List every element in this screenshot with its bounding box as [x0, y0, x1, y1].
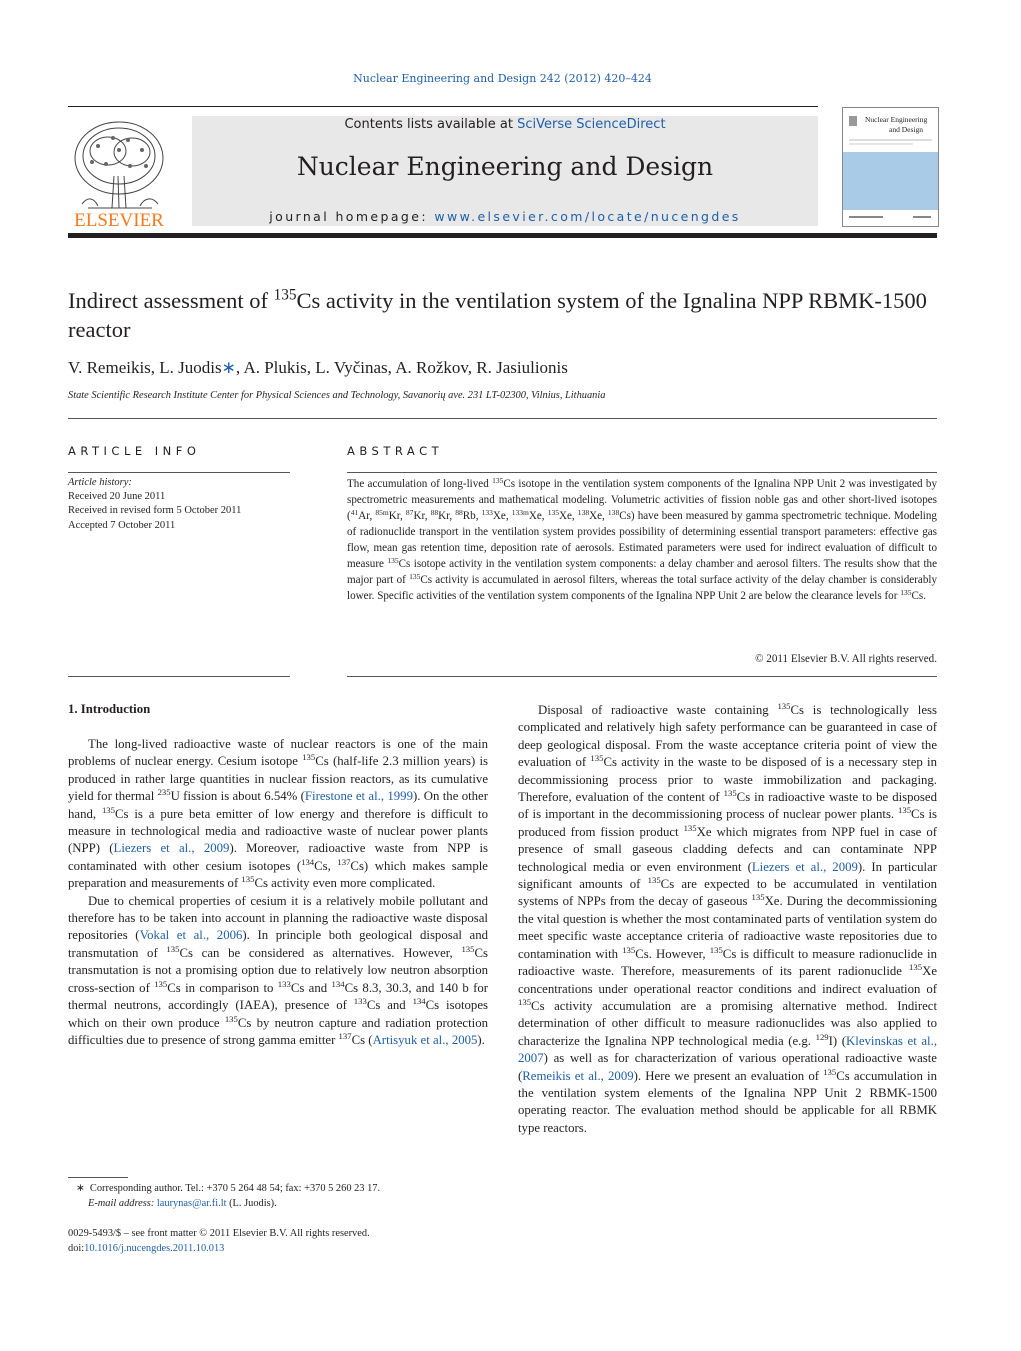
affiliation-rule [68, 418, 937, 419]
article-info-rule [68, 676, 290, 677]
abstract-text: The accumulation of long-lived $^{135}$Cs isotope in the ventilation system components of the Ignalina NPP Unit 2 was investigated by spectrometric measurements and mathematical modeling. Volumetric activities of fission noble gas and other short-lived isotopes ($^{41}$Ar, $^{85m}$Kr, $^{87}$Kr, $^{88}$Kr, $^{88}$Rb, $^{133}$Xe, $^{133m}$Xe, $^{135}$Xe, $^{138}$Xe, $^{138}$Cs) have been measured by gamma spectrometric technique. Modeling of radionuclide transport in the ventilation system provides possibility of determining essential transport parameters: effective gas flow, mean gas retention time, deposition rate of aerosols. Estimated parameters were used for indirect evaluation of difficult to measure $^{135}$Cs isotope activity in the ventilation system components: a delay chamber and aerosol filters. The results show that the major part of $^{135}$Cs activity is accumulated in aerosol filters, whereas the total surface activity of the delay chamber is considerably lower. Specific activities of the ventilation system components of the Ignalina NPP Unit 2 are below the clearance levels for $^{135}$Cs. [347, 475, 938, 602]
article-info-heading: ARTICLE INFO [68, 444, 201, 458]
abstract-copyright: © 2011 Elsevier B.V. All rights reserved. [755, 653, 937, 665]
author-list [68, 358, 938, 378]
footnote [68, 1182, 488, 1211]
issn-line: 0029-5493/$ – see front matter © 2011 Elsevier B.V. All rights reserved. [68, 1228, 370, 1239]
citation-link[interactable]: Vokal et al., 2006 [139, 928, 243, 943]
history-label: Article history: [68, 477, 132, 488]
homepage-link[interactable]: www.elsevier.com/locate/nucengdes [434, 209, 741, 224]
abstract-heading: ABSTRACT [347, 444, 444, 458]
article-info-rule [68, 472, 290, 473]
header-thick-rule [68, 233, 937, 238]
citation-link[interactable]: Firestone et al., 1999 [304, 789, 413, 804]
received-date: Received 20 June 2011 [68, 491, 166, 503]
revised-date: Received in revised form 5 October 2011 [68, 505, 242, 517]
contents-line [192, 117, 818, 132]
email-owner: (L. Juodis). [229, 1197, 277, 1209]
footnote-rule [68, 1177, 128, 1178]
doi-prefix: doi: [68, 1243, 85, 1254]
citation-link[interactable]: Liezers et al., 2009 [751, 859, 858, 874]
authors-part: , A. Plukis, L. Vyčinas, A. Rožkov, R. Jasiulionis [235, 358, 568, 377]
homepage-prefix: journal homepage: [269, 209, 435, 224]
corresponding-author-marker[interactable]: ∗ [221, 358, 236, 377]
article-title [68, 286, 938, 344]
svg-text:Nuclear Engineering: Nuclear Engineering [865, 115, 928, 124]
title-part: Indirect assessment of [68, 288, 274, 313]
contact-details: Corresponding author. Tel.: +370 5 264 48 54; fax: +370 5 260 23 17. [89, 1183, 381, 1194]
section-heading-introduction: 1. Introduction [68, 702, 151, 716]
paragraph: Disposal of radioactive waste containing $^{135}$Cs is technologically less complicated and relatively high safety performance can be guaranteed in case of deep geological disposal. From the waste acceptance criteria point of view the evaluation of $^{135}$Cs activity in the waste to be disposed of is a necessary step in decommissioning process prior to waste immobilization and packaging. Therefore, evaluation of the content of $^{135}$Cs in radioactive waste to be disposed of is important in the decommissioning process of nuclear power plants. $^{135}$Cs is produced from fission product $^{135}$Xe which migrates from NPP fuel in case of presence of small gaseous cladding defects and can contaminate NPP technological media or even environment (Liezers et al., 2009). In particular significant amounts of $^{135}$Cs are expected to be accumulated in ventilation systems of NPPs from the decay of gaseous $^{135}$Xe. During the decommissioning the vital question is whether the most contaminated parts of ventilation system do meet specific waste acceptance criteria of radioactive waste repositories due to contamination with $^{135}$Cs. However, $^{135}$Cs is difficult to measure radionuclide in radioactive waste. Therefore, measurements of its parent radionuclide $^{135}$Xe concentrations under operational reactor conditions and indirect evaluation of $^{135}$Cs activity accumulation are a promising alternative method. Indirect determination of other difficult to measure radionuclides was also applied to characterize the Ignalina NPP technological media (e.g. $^{129}$I) (Klevinskas et al., 2007) as well as for characterization of various operational radioactive waste (Remeikis et al., 2009). Here we present an evaluation of $^{135}$Cs accumulation in the ventilation system elements of the Ignalina NPP Unit 2 RBMK-1500 operating reactor. The evaluation method should be applicable for all RBMK type reactors. [518, 701, 938, 1135]
citation-link[interactable]: Klevinskas et al., 2007 [518, 1033, 938, 1066]
authors-part: V. Remeikis, L. Juodis [68, 358, 222, 377]
header-rule [68, 106, 818, 107]
sciencedirect-link[interactable]: SciVerse ScienceDirect [517, 117, 666, 132]
email-note [68, 1197, 488, 1212]
publisher-wordmark: ELSEVIER [74, 210, 164, 228]
doi-link[interactable]: 10.1016/j.nucengdes.2011.10.013 [84, 1243, 225, 1254]
abstract-rule [347, 472, 937, 473]
paragraph: The long-lived radioactive waste of nuclear reactors is one of the main problems of nuclear energy. Cesium isotope $^{135}$Cs (half-life 2.3 million years) is produced in rather large quantities in nuclear fission reactors, as its cumulative yield for thermal $^{235}$U fission is about 6.54% (Firestone et al., 1999). On the other hand, $^{135}$Cs is a pure beta emitter of low energy and therefore is difficult to measure in technological media and radioactive waste of nuclear power plants (NPP) (Liezers et al., 2009). Moreover, radioactive waste from NPP is contaminated with other cesium isotopes ($^{134}$Cs, $^{137}$Cs) which makes sample preparation and measurements of $^{135}$Cs activity even more complicated. [68, 737, 488, 891]
elsevier-logo[interactable] [68, 116, 170, 228]
citation-link[interactable]: Liezers et al., 2009 [113, 841, 230, 856]
accepted-date: Accepted 7 October 2011 [68, 519, 176, 531]
contents-prefix: Contents lists available at [344, 117, 518, 132]
citation-link[interactable]: Artisyuk et al., 2005 [372, 1032, 478, 1047]
title-superscript: 135 [273, 286, 297, 304]
body-column-right [518, 702, 937, 1137]
elsevier-tree-icon [68, 116, 170, 228]
corresponding-author-note [68, 1182, 488, 1197]
svg-text:and Design: and Design [889, 125, 923, 134]
citation-link[interactable]: Remeikis et al., 2009 [522, 1068, 634, 1083]
journal-cover-icon [843, 108, 938, 226]
body-column-left [68, 736, 488, 1049]
email-label: E-mail address: [88, 1197, 155, 1209]
journal-title: Nuclear Engineering and Design [296, 152, 714, 181]
front-matter [68, 1226, 488, 1256]
homepage-line [192, 209, 818, 224]
article-history [68, 476, 298, 533]
email-link[interactable]: laurynas@ar.fi.lt [156, 1197, 227, 1209]
title-part: Cs activity in the ventilation system of the Ignalina NPP RBMK-1500 reactor [68, 288, 927, 342]
doi-line [68, 1241, 488, 1256]
footnote-marker: ∗ [76, 1183, 85, 1194]
paragraph: Due to chemical properties of cesium it is a relatively mobile pollutant and therefore has to be taken into account in planning the radioactive waste disposal repositories (Vokal et al., 2006). In principle both geological disposal and transmutation of $^{135}$Cs can be considered as alternatives. However, $^{135}$Cs transmutation is not a promising option due to relatively low neutron absorption cross-section of $^{135}$Cs in comparison to $^{133}$Cs and $^{134}$Cs 8.3, 30.3, and 140 b for thermal neutrons, accordingly (IAEA), presence of $^{133}$Cs and $^{134}$Cs isotopes which on their own produce $^{135}$Cs by neutron capture and radiation protection difficulties due to presence of strong gamma emitter $^{137}$Cs (Artisyuk et al., 2005). [68, 893, 489, 1047]
abstract-rule [347, 676, 937, 677]
journal-reference[interactable]: Nuclear Engineering and Design 242 (2012) 420–424 [353, 72, 652, 85]
affiliation: State Scientific Research Institute Center for Physical Sciences and Technology, Savanorių ave. 231 LT-02300, Vilnius, Lithuania [68, 390, 606, 401]
journal-cover-thumbnail[interactable] [842, 107, 939, 227]
